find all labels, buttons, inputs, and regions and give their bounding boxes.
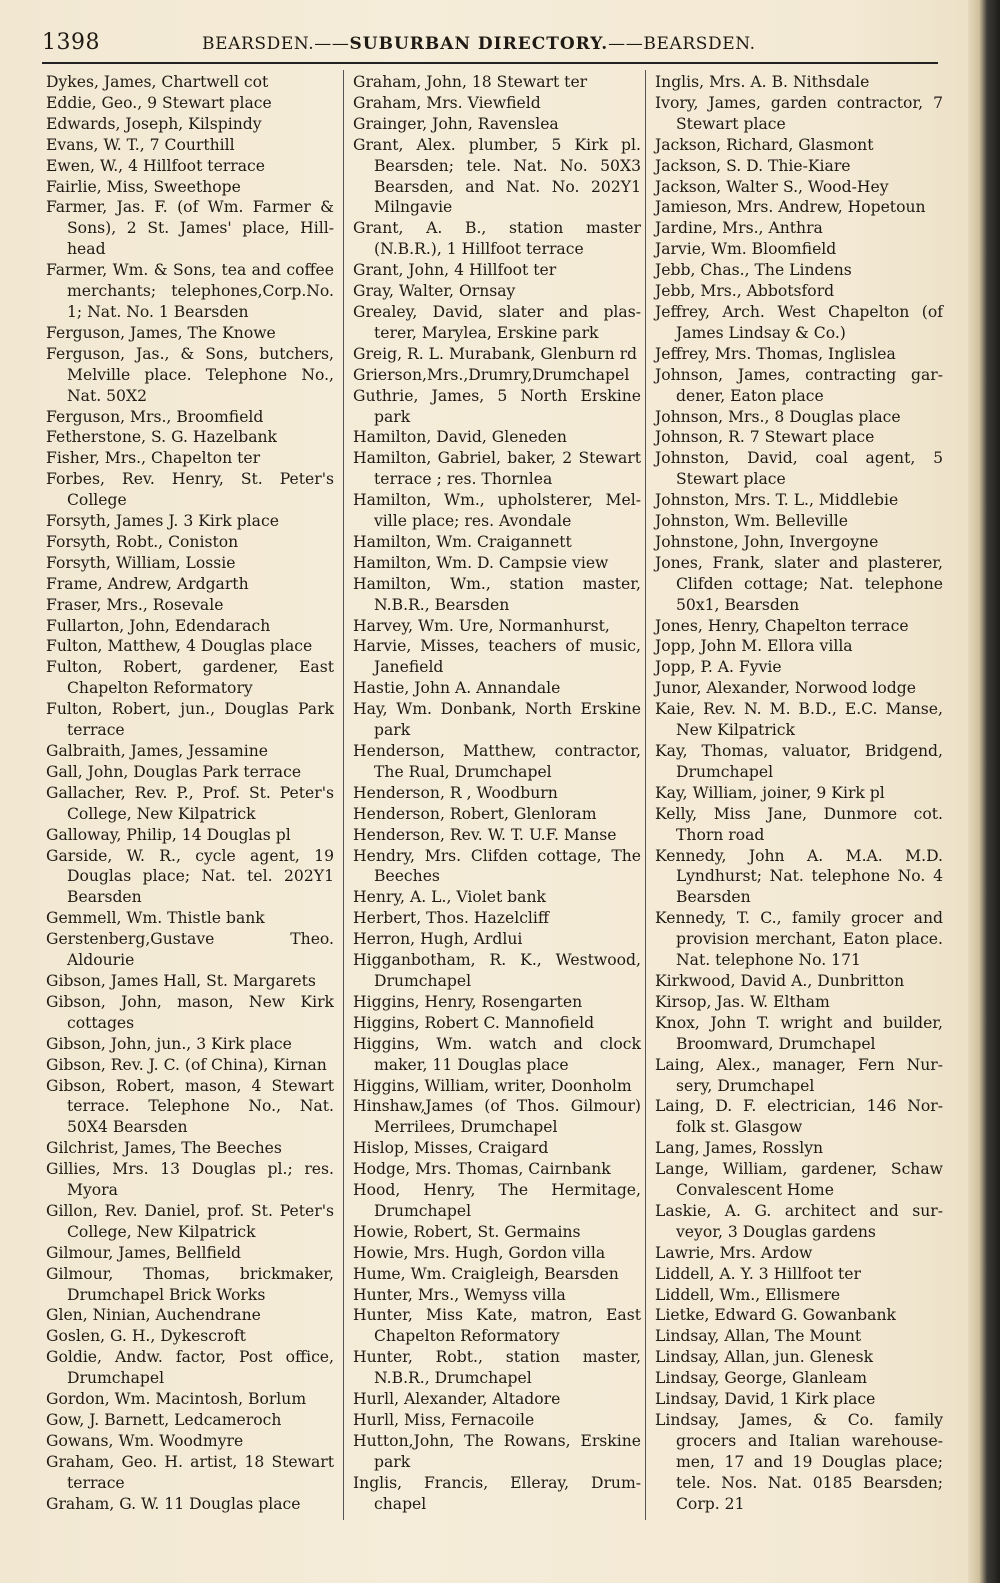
directory-entry: Evans, W. T., 7 Courthill bbox=[46, 135, 235, 154]
directory-entry: Grainger, John, Ravenslea bbox=[353, 114, 559, 133]
directory-entry: Hamilton, Wm. Craigannett bbox=[353, 532, 572, 551]
directory-entry: Hay, Wm. Donbank, North Erskine park bbox=[353, 700, 641, 740]
directory-entry: Jones, Henry, Chapelton terrace bbox=[655, 616, 909, 635]
directory-entry: Liddell, A. Y. 3 Hillfoot ter bbox=[655, 1264, 861, 1283]
directory-entry: Goslen, G. H., Dykescroft bbox=[46, 1327, 246, 1346]
directory-entry: Harvie, Misses, teachers of music, Janefield bbox=[353, 637, 641, 677]
directory-entry: Kirsop, Jas. W. Eltham bbox=[655, 992, 830, 1011]
directory-entry: Jopp, P. A. Fyvie bbox=[655, 658, 782, 677]
directory-entry: Gordon, Wm. Macintosh, Borlum bbox=[46, 1390, 307, 1409]
directory-entry: Higgins, Wm. watch and clock maker, 11 Douglas place bbox=[353, 1034, 641, 1074]
directory-entry: Ferguson, Jas., & Sons, butchers, Melville place. Telephone No., Nat. 50X2 bbox=[46, 344, 334, 405]
directory-entry: Hamilton, Wm., upholsterer, Mel-ville place; res. Avondale bbox=[353, 491, 641, 531]
directory-entry: Graham, Mrs. Viewfield bbox=[353, 93, 541, 112]
directory-entry: Johnson, R. 7 Stewart place bbox=[655, 428, 875, 447]
directory-entry: Lietke, Edward G. Gowanbank bbox=[655, 1306, 896, 1325]
directory-entry: Grant, Alex. plumber, 5 Kirk pl. Bearsden; tele. Nat. No. 50X3 Bearsden, and Nat. No. 202Y1 Milngavie bbox=[353, 135, 641, 217]
directory-entry: Goldie, Andw. factor, Post office, Drumchapel bbox=[46, 1348, 334, 1388]
directory-entry: Fulton, Robert, gardener, East Chapelton Reformatory bbox=[46, 658, 334, 698]
directory-entry: Jamieson, Mrs. Andrew, Hopetoun bbox=[655, 198, 926, 217]
directory-entry: Lindsay, George, Glanleam bbox=[655, 1369, 868, 1388]
directory-entry: Ewen, W., 4 Hillfoot terrace bbox=[46, 156, 265, 175]
directory-entry: Hutton,John, The Rowans, Erskine park bbox=[353, 1431, 641, 1471]
directory-entry: Jebb, Chas., The Lindens bbox=[655, 261, 852, 280]
directory-entry: Johnston, David, coal agent, 5 Stewart place bbox=[655, 449, 943, 489]
running-head-center: SUBURBAN DIRECTORY. bbox=[349, 34, 609, 54]
directory-entry: Jackson, Walter S., Wood-Hey bbox=[655, 177, 889, 196]
directory-entry: Gow, J. Barnett, Ledcameroch bbox=[46, 1411, 282, 1429]
directory-entry: Lang, James, Rosslyn bbox=[655, 1139, 824, 1158]
directory-entry: Kay, Thomas, valuator, Bridgend, Drumchapel bbox=[655, 742, 943, 781]
directory-entry: Galloway, Philip, 14 Douglas pl bbox=[46, 825, 291, 844]
directory-entry: Galbraith, James, Jessamine bbox=[46, 742, 268, 760]
directory-entry: Gallacher, Rev. P., Prof. St. Peter's College, New Kilpatrick bbox=[46, 783, 334, 823]
directory-entry: Lindsay, David, 1 Kirk place bbox=[655, 1390, 876, 1409]
directory-entry: Hurll, Alexander, Altadore bbox=[353, 1390, 561, 1409]
page-number: 1398 bbox=[42, 30, 100, 55]
directory-entry: Kelly, Miss Jane, Dunmore cot. Thorn road bbox=[655, 804, 943, 844]
directory-entry: Johnston, Wm. Belleville bbox=[655, 512, 848, 531]
directory-entry: Jarvie, Wm. Bloomfield bbox=[655, 240, 837, 259]
directory-entry: Graham, Geo. H. artist, 18 Stewart terrace bbox=[46, 1452, 334, 1492]
directory-entry: Farmer, Jas. F. (of Wm. Farmer & Sons), 2 St. James' place, Hill-head bbox=[46, 198, 334, 259]
column-divider bbox=[343, 70, 344, 1520]
page-header bbox=[42, 30, 938, 60]
directory-entry: Henderson, Matthew, contractor, The Rual, Drumchapel bbox=[353, 742, 641, 781]
directory-entry: Gilmour, James, Bellfield bbox=[46, 1243, 242, 1262]
running-head-right: BEARSDEN. bbox=[643, 34, 756, 54]
directory-entry: Gerstenberg,Gustave Theo. Aldourie bbox=[46, 930, 334, 970]
directory-entry: Graham, G. W. 11 Douglas place bbox=[46, 1494, 301, 1513]
directory-entry: Hood, Henry, The Hermitage, Drumchapel bbox=[353, 1181, 641, 1220]
header-rule bbox=[42, 62, 938, 64]
directory-entry: Higgins, William, writer, Doonholm bbox=[353, 1076, 632, 1095]
directory-column-3 bbox=[655, 72, 943, 1515]
directory-entry: Johnstone, John, Invergoyne bbox=[655, 532, 879, 551]
directory-entry: Henderson, R , Woodburn bbox=[353, 783, 558, 802]
directory-entry: Higganbotham, R. K., Westwood, Drumchapel bbox=[353, 951, 641, 990]
directory-entry: Hislop, Misses, Craigard bbox=[353, 1139, 549, 1158]
directory-entry: Johnston, Mrs. T. L., Middlebie bbox=[655, 491, 899, 510]
directory-entry: Gillies, Mrs. 13 Douglas pl.; res. Myora bbox=[46, 1160, 334, 1200]
directory-entry: Garside, W. R., cycle agent, 19 Douglas place; Nat. tel. 202Y1 Bearsden bbox=[46, 846, 334, 907]
directory-entry: Fetherstone, S. G. Hazelbank bbox=[46, 428, 277, 447]
directory-entry: Kirkwood, David A., Dunbritton bbox=[655, 971, 905, 990]
directory-entry: Johnson, James, contracting gar-dener, Eaton place bbox=[655, 365, 943, 405]
directory-entry: Gibson, Rev. J. C. (of China), Kirnan bbox=[46, 1055, 327, 1074]
directory-entry: Jardine, Mrs., Anthra bbox=[655, 219, 823, 238]
directory-entry: Lindsay, Allan, jun. Glenesk bbox=[655, 1348, 874, 1367]
directory-entry: Graham, John, 18 Stewart ter bbox=[353, 73, 588, 91]
directory-entry: Henderson, Robert, Glenloram bbox=[353, 804, 597, 823]
directory-entry: Hamilton, David, Gleneden bbox=[353, 428, 567, 447]
directory-entry: Dykes, James, Chartwell cot bbox=[46, 73, 269, 91]
directory-entry: Lindsay, James, & Co. family grocers and Italian warehouse-men, 17 and 19 Douglas place; tele. Nos. Nat. 0185 Bearsden; Corp. 21 bbox=[655, 1411, 943, 1513]
directory-entry: Hamilton, Wm., station master, N.B.R., Bearsden bbox=[353, 574, 641, 614]
directory-entry: Guthrie, James, 5 North Erskine park bbox=[353, 386, 641, 426]
directory-entry: Fulton, Robert, jun., Douglas Park terrace bbox=[46, 700, 334, 740]
directory-entry: Ivory, James, garden contractor, 7 Stewart place bbox=[655, 93, 943, 133]
directory-entry: Lindsay, Allan, The Mount bbox=[655, 1327, 862, 1346]
directory-entry: Hunter, Miss Kate, matron, East Chapelton Reformatory bbox=[353, 1306, 641, 1346]
directory-entry: Forsyth, James J. 3 Kirk place bbox=[46, 512, 279, 531]
directory-entry: Hodge, Mrs. Thomas, Cairnbank bbox=[353, 1160, 611, 1179]
directory-entry: Fraser, Mrs., Rosevale bbox=[46, 595, 224, 614]
running-head-dash-1: —— bbox=[314, 34, 350, 54]
running-head-left: BEARSDEN. bbox=[202, 34, 315, 54]
directory-entry: Herbert, Thos. Hazelcliff bbox=[353, 909, 549, 928]
directory-entry: Higgins, Robert C. Mannofield bbox=[353, 1013, 595, 1032]
directory-entry: Kaie, Rev. N. M. B.D., E.C. Manse, New Kilpatrick bbox=[655, 700, 943, 740]
directory-entry: Hume, Wm. Craigleigh, Bearsden bbox=[353, 1264, 619, 1283]
directory-entry: Hinshaw,James (of Thos. Gilmour) Merrilees, Drumchapel bbox=[353, 1097, 641, 1137]
directory-entry: Greig, R. L. Murabank, Glenburn rd bbox=[353, 344, 638, 363]
directory-entry: Howie, Mrs. Hugh, Gordon villa bbox=[353, 1243, 606, 1262]
directory-entry: Kennedy, T. C., family grocer and provision merchant, Eaton place. Nat. telephone No. 171 bbox=[655, 909, 943, 970]
directory-entry: Gibson, John, mason, New Kirk cottages bbox=[46, 992, 334, 1032]
directory-entry: Fulton, Matthew, 4 Douglas place bbox=[46, 637, 313, 656]
directory-entry: Gilchrist, James, The Beeches bbox=[46, 1139, 282, 1158]
directory-entry: Jackson, Richard, Glasmont bbox=[655, 135, 874, 154]
directory-entry: Fullarton, John, Edendarach bbox=[46, 616, 271, 635]
directory-entry: Edwards, Joseph, Kilspindy bbox=[46, 114, 262, 133]
directory-entry: Hendry, Mrs. Clifden cottage, The Beeches bbox=[353, 846, 641, 886]
directory-entry: Laskie, A. G. architect and sur-veyor, 3 Douglas gardens bbox=[655, 1201, 943, 1241]
directory-entry: Laing, D. F. electrician, 146 Nor-folk st. Glasgow bbox=[655, 1097, 943, 1137]
directory-entry: Jeffrey, Mrs. Thomas, Inglislea bbox=[655, 344, 896, 363]
directory-entry: Johnson, Mrs., 8 Douglas place bbox=[655, 407, 901, 426]
directory-entry: Henderson, Rev. W. T. U.F. Manse bbox=[353, 825, 617, 844]
directory-entry: Herron, Hugh, Ardlui bbox=[353, 930, 523, 949]
running-head-dash-2: —— bbox=[608, 34, 644, 54]
directory-entry: Hurll, Miss, Fernacoile bbox=[353, 1411, 535, 1429]
directory-entry: Jopp, John M. Ellora villa bbox=[655, 637, 853, 656]
directory-entry: Hastie, John A. Annandale bbox=[353, 679, 561, 698]
directory-entry: Grant, John, 4 Hillfoot ter bbox=[353, 261, 557, 280]
directory-entry: Henry, A. L., Violet bank bbox=[353, 888, 546, 907]
directory-entry: Harvey, Wm. Ure, Normanhurst, bbox=[353, 616, 610, 635]
directory-entry: Grierson,Mrs.,Drumry,Drumchapel bbox=[353, 365, 630, 384]
directory-entry: Howie, Robert, St. Germains bbox=[353, 1222, 581, 1241]
directory-entry: Jackson, S. D. Thie-Kiare bbox=[655, 156, 851, 175]
directory-entry: Farmer, Wm. & Sons, tea and coffee merchants; telephones,Corp.No. 1; Nat. No. 1 Bearsden bbox=[46, 261, 334, 321]
directory-entry: Knox, John T. wright and builder, Broomward, Drumchapel bbox=[655, 1013, 943, 1053]
directory-entry: Gowans, Wm. Woodmyre bbox=[46, 1431, 244, 1450]
directory-entry: Grant, A. B., station master (N.B.R.), 1 Hillfoot terrace bbox=[353, 219, 641, 259]
directory-entry: Inglis, Mrs. A. B. Nithsdale bbox=[655, 73, 870, 91]
directory-entry: Fisher, Mrs., Chapelton ter bbox=[46, 449, 261, 468]
directory-entry: Gray, Walter, Ornsay bbox=[353, 282, 516, 301]
directory-entry: Hamilton, Gabriel, baker, 2 Stewart terrace ; res. Thornlea bbox=[353, 449, 641, 489]
directory-entry: Inglis, Francis, Elleray, Drum-chapel bbox=[353, 1473, 641, 1513]
directory-entry: Higgins, Henry, Rosengarten bbox=[353, 992, 583, 1011]
directory-entry: Ferguson, Mrs., Broomfield bbox=[46, 407, 264, 426]
directory-entry: Gibson, Robert, mason, 4 Stewart terrace. Telephone No., Nat. 50X4 Bearsden bbox=[46, 1076, 334, 1137]
directory-column-1 bbox=[46, 72, 334, 1515]
directory-entry: Frame, Andrew, Ardgarth bbox=[46, 574, 249, 593]
directory-entry: Gilmour, Thomas, brickmaker, Drumchapel Brick Works bbox=[46, 1264, 334, 1304]
directory-entry: Kay, William, joiner, 9 Kirk pl bbox=[655, 783, 885, 802]
column-divider bbox=[645, 70, 646, 1520]
directory-entry: Forsyth, Robt., Coniston bbox=[46, 532, 239, 551]
directory-entry: Forbes, Rev. Henry, St. Peter's College bbox=[46, 470, 334, 510]
directory-entry: Hunter, Robt., station master, N.B.R., Drumchapel bbox=[353, 1348, 641, 1388]
directory-entry: Eddie, Geo., 9 Stewart place bbox=[46, 93, 272, 112]
directory-entry: Laing, Alex., manager, Fern Nur-sery, Drumchapel bbox=[655, 1055, 943, 1095]
directory-entry: Liddell, Wm., Ellismere bbox=[655, 1285, 841, 1304]
directory-entry: Jones, Frank, slater and plasterer, Clifden cottage; Nat. telephone 50x1, Bearsden bbox=[655, 553, 943, 614]
directory-entry: Jebb, Mrs., Abbotsford bbox=[655, 282, 835, 301]
directory-entry: Junor, Alexander, Norwood lodge bbox=[655, 679, 916, 698]
running-head bbox=[202, 34, 852, 54]
directory-entry: Gall, John, Douglas Park terrace bbox=[46, 762, 302, 781]
directory-entry: Gibson, John, jun., 3 Kirk place bbox=[46, 1034, 292, 1053]
directory-entry: Hamilton, Wm. D. Campsie view bbox=[353, 553, 609, 572]
directory-entry: Ferguson, James, The Knowe bbox=[46, 323, 276, 342]
directory-entry: Lawrie, Mrs. Ardow bbox=[655, 1243, 813, 1262]
directory-entry: Jeffrey, Arch. West Chapelton (of James Lindsay & Co.) bbox=[655, 302, 943, 342]
book-binding-gutter bbox=[968, 0, 1000, 1583]
directory-entry: Kennedy, John A. M.A. M.D. Lyndhurst; Nat. telephone No. 4 Bearsden bbox=[655, 846, 943, 907]
directory-entry: Gillon, Rev. Daniel, prof. St. Peter's College, New Kilpatrick bbox=[46, 1201, 334, 1241]
directory-entry: Gemmell, Wm. Thistle bank bbox=[46, 909, 265, 928]
directory-entry: Lange, William, gardener, Schaw Convalescent Home bbox=[655, 1160, 943, 1200]
directory-entry: Gibson, James Hall, St. Margarets bbox=[46, 971, 316, 990]
directory-entry: Hunter, Mrs., Wemyss villa bbox=[353, 1285, 566, 1304]
directory-entry: Grealey, David, slater and plas-terer, Marylea, Erskine park bbox=[353, 302, 641, 342]
directory-entry: Fairlie, Miss, Sweethope bbox=[46, 177, 241, 196]
directory-entry: Glen, Ninian, Auchendrane bbox=[46, 1306, 261, 1325]
directory-column-2 bbox=[353, 72, 641, 1515]
directory-entry: Forsyth, William, Lossie bbox=[46, 553, 236, 572]
